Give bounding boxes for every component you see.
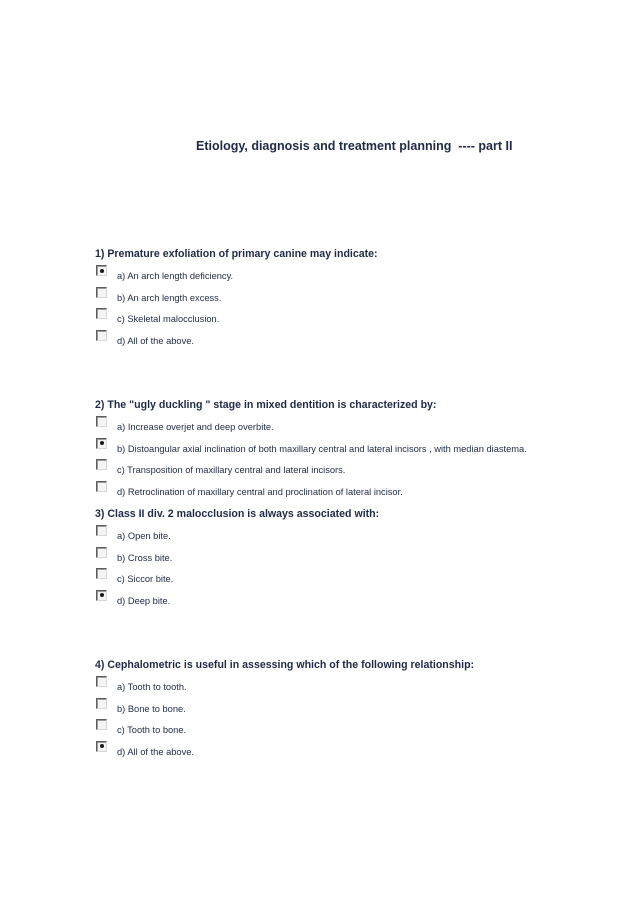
radio-icon[interactable] bbox=[96, 525, 107, 536]
radio-icon[interactable] bbox=[96, 308, 107, 319]
answer-option-label: a) Open bite. bbox=[117, 531, 171, 541]
answer-option-label: d) Deep bite. bbox=[117, 595, 171, 606]
question-text: 4) Cephalometric is useful in assessing which of the following relationship: bbox=[95, 659, 475, 671]
radio-selected-icon[interactable] bbox=[96, 590, 107, 601]
answer-option[interactable] bbox=[95, 719, 474, 741]
question-text: 3) Class II div. 2 malocclusion is always associated with: bbox=[95, 508, 380, 520]
radio-icon[interactable] bbox=[96, 416, 107, 427]
radio-icon[interactable] bbox=[96, 676, 107, 687]
radio-icon[interactable] bbox=[96, 330, 107, 341]
question-4 bbox=[95, 658, 474, 762]
answer-option[interactable] bbox=[95, 481, 436, 503]
answer-option-label: c) Tooth to bone. bbox=[117, 725, 187, 735]
radio-dot-icon bbox=[100, 744, 104, 748]
answer-option-label: a) Tooth to tooth. bbox=[117, 682, 187, 692]
radio-dot-icon bbox=[100, 441, 104, 445]
answer-option-label: b) An arch length excess. bbox=[117, 292, 222, 303]
question-3 bbox=[95, 507, 379, 611]
answer-option[interactable] bbox=[95, 525, 379, 547]
answer-option[interactable] bbox=[95, 438, 527, 460]
radio-icon[interactable] bbox=[96, 719, 107, 730]
answer-option-label: a) An arch length deficiency. bbox=[117, 271, 234, 281]
answer-option-label: b) Bone to bone. bbox=[117, 703, 186, 714]
page-title: Etiology, diagnosis and treatment planning ---- part II bbox=[196, 139, 513, 153]
answer-option[interactable] bbox=[95, 676, 474, 698]
radio-icon[interactable] bbox=[96, 547, 107, 558]
answer-option[interactable] bbox=[95, 741, 474, 763]
radio-dot-icon bbox=[100, 269, 104, 273]
radio-icon[interactable] bbox=[96, 698, 107, 709]
answer-option[interactable] bbox=[95, 459, 436, 481]
answer-option-label: a) Increase overjet and deep overbite. bbox=[117, 422, 274, 432]
radio-selected-icon[interactable] bbox=[96, 438, 107, 449]
answer-option[interactable] bbox=[95, 568, 379, 590]
answer-option[interactable] bbox=[95, 416, 436, 438]
answer-option-label: d) All of the above. bbox=[117, 335, 195, 346]
question-text: 2) The "ugly duckling " stage in mixed dentition is characterized by: bbox=[95, 399, 437, 411]
answer-option-label: c) Skeletal malocclusion. bbox=[117, 314, 220, 324]
answer-option[interactable] bbox=[95, 287, 378, 309]
answer-option[interactable] bbox=[95, 590, 379, 612]
answer-option[interactable] bbox=[95, 308, 378, 330]
radio-selected-icon[interactable] bbox=[96, 741, 107, 752]
answer-option-label: c) Transposition of maxillary central and lateral incisors. bbox=[117, 465, 346, 475]
radio-icon[interactable] bbox=[96, 568, 107, 579]
radio-icon[interactable] bbox=[96, 459, 107, 470]
answer-option-label: d) Retroclination of maxillary central and proclination of lateral incisor. bbox=[117, 486, 403, 497]
answer-option[interactable] bbox=[95, 547, 379, 569]
radio-selected-icon[interactable] bbox=[96, 265, 107, 276]
question-2 bbox=[95, 398, 527, 502]
radio-dot-icon bbox=[100, 593, 104, 597]
answer-option[interactable] bbox=[95, 330, 378, 352]
radio-icon[interactable] bbox=[96, 481, 107, 492]
answer-option-label: c) Siccor bite. bbox=[117, 574, 174, 584]
question-text: 1) Premature exfoliation of primary canine may indicate: bbox=[95, 248, 378, 260]
radio-icon[interactable] bbox=[96, 287, 107, 298]
answer-option-label: b) Cross bite. bbox=[117, 552, 173, 563]
question-1 bbox=[95, 247, 378, 351]
answer-option[interactable] bbox=[95, 698, 474, 720]
answer-option-label: b) Distoangular axial inclination of both maxillary central and lateral incisors , with median diastema. bbox=[117, 443, 527, 454]
answer-option[interactable] bbox=[95, 265, 378, 287]
answer-option-label: d) All of the above. bbox=[117, 746, 195, 757]
